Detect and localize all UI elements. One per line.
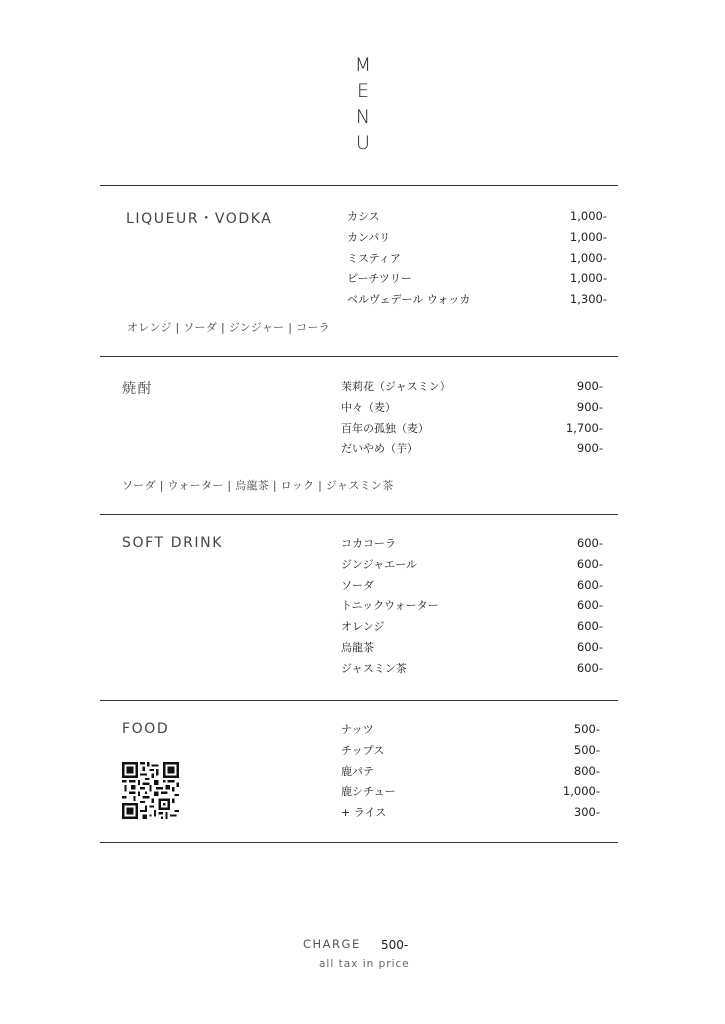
divider bbox=[100, 185, 618, 186]
menu-item bbox=[341, 420, 603, 441]
item-name: 中々（麦） bbox=[341, 400, 396, 414]
menu-item bbox=[341, 660, 603, 681]
item-price: 600- bbox=[576, 536, 603, 550]
charge-label: CHARGE bbox=[303, 937, 361, 951]
item-price: 600- bbox=[576, 639, 603, 654]
menu-title-letter: U bbox=[356, 132, 370, 154]
menu-item bbox=[347, 270, 607, 291]
menu-item bbox=[341, 577, 603, 598]
menu-title-letter: E bbox=[356, 80, 369, 102]
menu-item bbox=[347, 208, 607, 229]
item-list-shochu bbox=[341, 378, 603, 461]
qr-code-icon[interactable] bbox=[122, 762, 179, 819]
item-name: カンパリ bbox=[347, 230, 391, 244]
item-name: 鹿シチュー bbox=[341, 785, 396, 799]
menu-item bbox=[341, 804, 600, 825]
item-price: 1,000- bbox=[569, 271, 607, 286]
section-title-soft-drink: SOFT DRINK bbox=[122, 535, 224, 551]
item-name: ソーダ bbox=[341, 578, 374, 592]
item-name: カシス bbox=[347, 210, 380, 223]
menu-title-letter: M bbox=[354, 54, 372, 76]
item-price: 300- bbox=[573, 805, 600, 820]
menu-item bbox=[341, 399, 603, 420]
item-name: 鹿パテ bbox=[341, 764, 374, 778]
item-price: 900- bbox=[576, 399, 603, 414]
item-price: 1,000- bbox=[562, 784, 600, 799]
menu-item bbox=[347, 291, 607, 312]
menu-item bbox=[341, 440, 603, 461]
mixer-options-liqueur-vodka: オレンジ | ソーダ | ジンジャー | コーラ bbox=[127, 321, 330, 334]
menu-item bbox=[341, 597, 603, 618]
item-price: 900- bbox=[576, 441, 603, 456]
item-list-liqueur-vodka bbox=[347, 208, 607, 312]
item-name: ナッツ bbox=[341, 723, 374, 736]
menu-item bbox=[341, 556, 603, 577]
item-list-food bbox=[341, 721, 600, 825]
item-list-soft-drink bbox=[341, 535, 603, 681]
item-name: ピーチツリー bbox=[347, 272, 412, 286]
item-price: 1,300- bbox=[569, 292, 607, 307]
item-name: トニックウォーター bbox=[341, 599, 439, 613]
item-name: ベルヴェデール ウォッカ bbox=[347, 293, 471, 307]
menu-item bbox=[341, 639, 603, 660]
item-name: 烏龍茶 bbox=[341, 640, 374, 654]
section-title-shochu: 焼酎 bbox=[122, 381, 154, 397]
item-name: コカコーラ bbox=[341, 537, 396, 550]
menu-item bbox=[347, 229, 607, 250]
menu-item bbox=[341, 721, 600, 742]
item-price: 600- bbox=[576, 660, 603, 675]
menu-item bbox=[341, 742, 600, 763]
menu-title bbox=[351, 52, 375, 156]
item-price: 500- bbox=[573, 722, 600, 736]
item-name: 百年の孤独（麦） bbox=[341, 421, 429, 435]
item-name: ジャスミン茶 bbox=[341, 661, 407, 675]
item-name: ミスティア bbox=[347, 251, 401, 265]
divider bbox=[100, 356, 618, 357]
item-price: 600- bbox=[576, 556, 603, 571]
item-price: 600- bbox=[576, 598, 603, 613]
menu-item bbox=[341, 618, 603, 639]
item-price: 1,000- bbox=[569, 250, 607, 265]
tax-note: all tax in price bbox=[319, 958, 410, 970]
divider bbox=[100, 842, 618, 843]
item-price: 600- bbox=[576, 619, 603, 634]
divider bbox=[100, 700, 618, 701]
item-price: 600- bbox=[576, 577, 603, 592]
divider bbox=[100, 514, 618, 515]
item-price: 900- bbox=[576, 379, 603, 393]
menu-item bbox=[341, 535, 603, 556]
charge-value: 500- bbox=[381, 938, 409, 952]
item-price: 500- bbox=[573, 742, 600, 757]
item-name: オレンジ bbox=[341, 620, 385, 634]
item-price: 800- bbox=[573, 763, 600, 778]
item-price: 1,700- bbox=[565, 420, 603, 435]
menu-item bbox=[341, 783, 600, 804]
section-title-liqueur-vodka: LIQUEUR・VODKA bbox=[126, 211, 273, 227]
item-name: だいやめ（芋） bbox=[341, 442, 418, 456]
item-price: 1,000- bbox=[569, 209, 607, 223]
menu-title-letter: N bbox=[355, 106, 371, 128]
item-name: 茉莉花（ジャスミン） bbox=[341, 380, 451, 393]
menu-item bbox=[347, 250, 607, 271]
menu-item bbox=[341, 378, 603, 399]
item-name: ジンジャエール bbox=[341, 557, 418, 571]
item-price: 1,000- bbox=[569, 229, 607, 244]
mixer-options-shochu: ソーダ | ウォーター | 烏龍茶 | ロック | ジャスミン茶 bbox=[122, 479, 394, 492]
menu-item bbox=[341, 763, 600, 784]
section-title-food: FOOD bbox=[122, 721, 170, 737]
item-name: チップス bbox=[341, 743, 385, 757]
item-name: + ライス bbox=[341, 806, 387, 820]
